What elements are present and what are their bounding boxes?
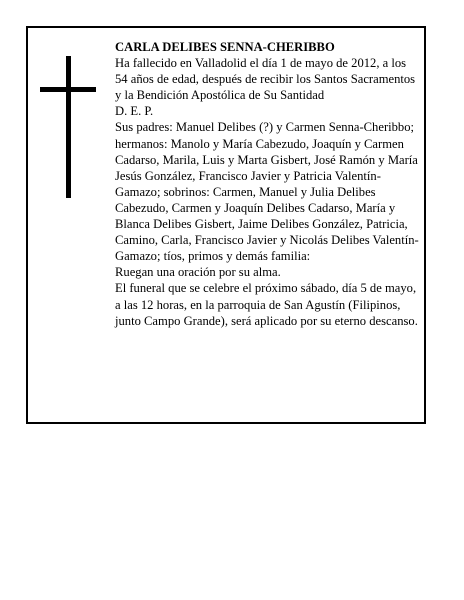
family-list: Sus padres: Manuel Delibes (?) y Carmen Senna-Cheribbo; hermanos: Manolo y María Cabezudo, Joaquín y Carmen Cadarso, Marila, Luis y Marta Gisbert, José Ramón y María Jesús González, Francisco Javier y Patricia Valentín-Gamazo; sobrinos: Carmen, Manuel y Julia Delibes Cabezudo, Carmen y Joaquín Delibes Cadarso, María y Blanca Delibes Gisbert, Jaime Delibes González, Patricia, Camino, Carla, Francisco Javier y Nicolás Delibes Valentín-Gamazo; tíos, primos y demás familia: xyxy=(115,120,419,264)
dep-abbreviation: D. E. P. xyxy=(115,104,154,119)
funeral-details: El funeral que se celebre el próximo sábado, día 5 de mayo, a las 12 horas, en la parroquia de San Agustín (Filipinos, junto Campo Grande), será aplicado por su eterno descanso. xyxy=(115,281,418,328)
death-statement: Ha fallecido en Valladolid el día 1 de mayo de 2012, a los 54 años de edad, después de recibir los Santos Sacramentos y la Bendición Apostólica de Su Santidad xyxy=(115,56,416,103)
cross-vertical-bar xyxy=(66,56,71,198)
obituary-notice xyxy=(26,26,426,424)
deceased-name: CARLA DELIBES SENNA-CHERIBBO xyxy=(115,40,335,54)
notice-text xyxy=(115,39,421,329)
cross-horizontal-bar xyxy=(40,87,96,92)
prayer-request: Ruegan una oración por su alma. xyxy=(115,265,281,280)
cross-icon xyxy=(40,56,96,198)
